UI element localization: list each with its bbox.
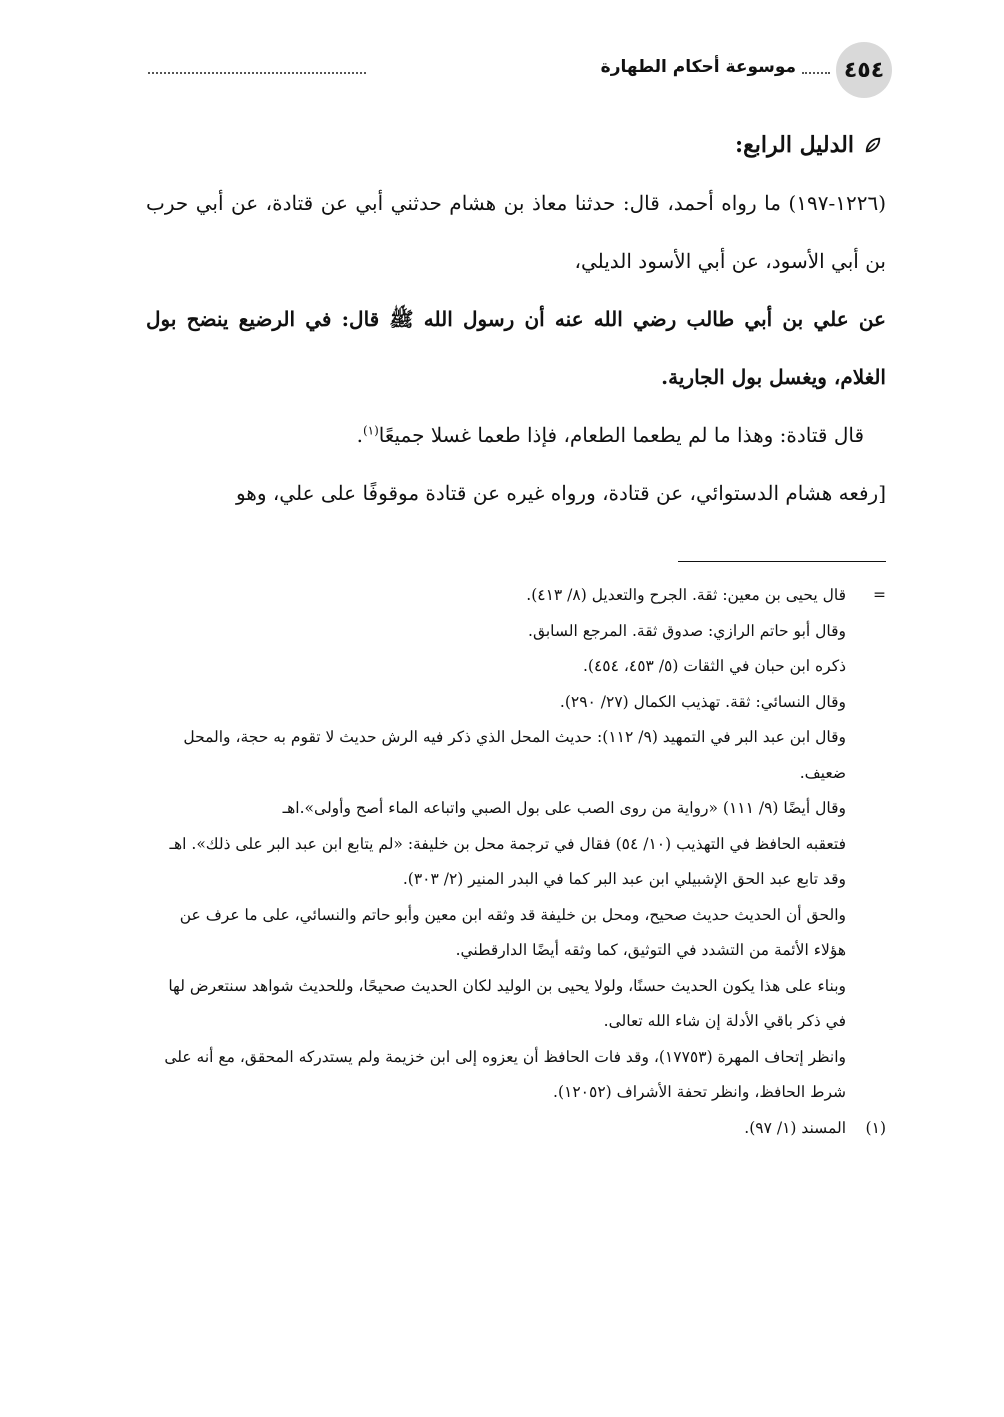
hadith-isnad: (١٢٢٦-١٩٧) ما رواه أحمد، قال: حدثنا معاذ بن هشام حدثني أبي عن قتادة، عن أبي حرب بن أبي الأسود، عن أبي الأسود الديلي، bbox=[146, 191, 886, 273]
main-text bbox=[146, 120, 886, 522]
footnote-continuation-marker: = bbox=[873, 586, 886, 604]
qatada-statement-text: قال قتادة: وهذا ما لم يطعما الطعام، فإذا طعما غسلا جميعًا bbox=[378, 423, 864, 447]
footnote-line: والحق أن الحديث حديث صحيح، ومحل بن خليفة قد وثقه ابن معين وأبو حاتم والنسائي، على ما عرف عن هؤلاء الأئمة من التشدد في التوثيق، كما وثقه أيضًا الدارقطني. bbox=[179, 905, 846, 959]
footnotes-section bbox=[146, 578, 886, 1146]
footnote-line: وقال ابن عبد البر في التمهيد (٩/ ١١٢): حديث المحل الذي ذكر فيه الرش حديث لا تقوم به حجة، والمحل ضعيف. bbox=[183, 728, 846, 782]
section-heading-text: الدليل الرابع: bbox=[734, 132, 854, 158]
footnote-number: (١) bbox=[865, 1118, 886, 1137]
section-heading bbox=[146, 120, 882, 170]
header-book-title: موسوعة أحكام الطهارة bbox=[597, 57, 800, 77]
footnote-line: فتعقبه الحافظ في التهذيب (١٠/ ٥٤) فقال في ترجمة محل بن خليفة: «لم يتابع ابن عبد البر على ذلك». اهـ bbox=[169, 834, 846, 853]
footnote-line: ذكره ابن حبان في الثقات (٥/ ٤٥٣، ٤٥٤). bbox=[583, 657, 846, 675]
footnote-line: وانظر إتحاف المهرة (١٧٧٥٣)، وقد فات الحافظ أن يعزوه إلى ابن خزيمة ولم يستدركه المحقق، مع أنه على شرط الحافظ، وانظر تحفة الأشراف (١٢٠٥٢). bbox=[164, 1047, 846, 1101]
footnote-numbered-text: المسند (١/ ٩٧). bbox=[744, 1118, 846, 1137]
footnote-line: وقال أبو حاتم الرازي: صدوق ثقة. المرجع السابق. bbox=[528, 621, 846, 640]
hadith-matn: عن علي بن أبي طالب رضي الله عنه أن رسول الله ﷺ قال: في الرضيع ينضح بول الغلام، ويغسل بول الجارية. bbox=[146, 307, 886, 389]
header-dotted-rule-right bbox=[802, 72, 830, 74]
footnote-line: وقال النسائي: ثقة. تهذيب الكمال (٢٧/ ٢٩٠). bbox=[559, 692, 846, 711]
header-dotted-rule-left bbox=[148, 72, 366, 74]
footnote-line-text: قال يحيى بن معين: ثقة. الجرح والتعديل (٨/ ٤١٣). bbox=[526, 586, 846, 604]
footnote-reference[interactable]: (١) bbox=[362, 423, 379, 438]
footnote-line: وقد تابع عبد الحق الإشبيلي ابن عبد البر كما في البدر المنير (٢/ ٣٠٣). bbox=[402, 870, 846, 888]
commentary-paragraph: [رفعه هشام الدستوائي، عن قتادة، ورواه غيره عن قتادة موقوفًا على علي، وهو bbox=[235, 481, 886, 505]
footnote-line: وبناء على هذا يكون الحديث حسنًا، ولولا يحيى بن الوليد لكان الحديث صحيحًا، وللحديث شواهد سنتعرض لها في ذكر باقي الأدلة إن شاء الله تعالى. bbox=[168, 976, 846, 1030]
leaf-bullet-icon bbox=[864, 136, 882, 154]
footnote-line: وقال أيضًا (٩/ ١١١) «رواية من روى الصب على بول الصبي واتباعه الماء أصح وأولى».اهـ bbox=[282, 799, 846, 817]
page-number-badge: ٤٥٤ bbox=[836, 42, 892, 98]
footnote-line bbox=[146, 578, 886, 614]
footnote-numbered bbox=[146, 1111, 886, 1147]
footnote-separator bbox=[678, 561, 886, 562]
running-header bbox=[140, 42, 892, 102]
qatada-statement: قال قتادة: وهذا ما لم يطعما الطعام، فإذا طعما غسلا جميعًا$^{(١)}$. bbox=[356, 423, 864, 447]
